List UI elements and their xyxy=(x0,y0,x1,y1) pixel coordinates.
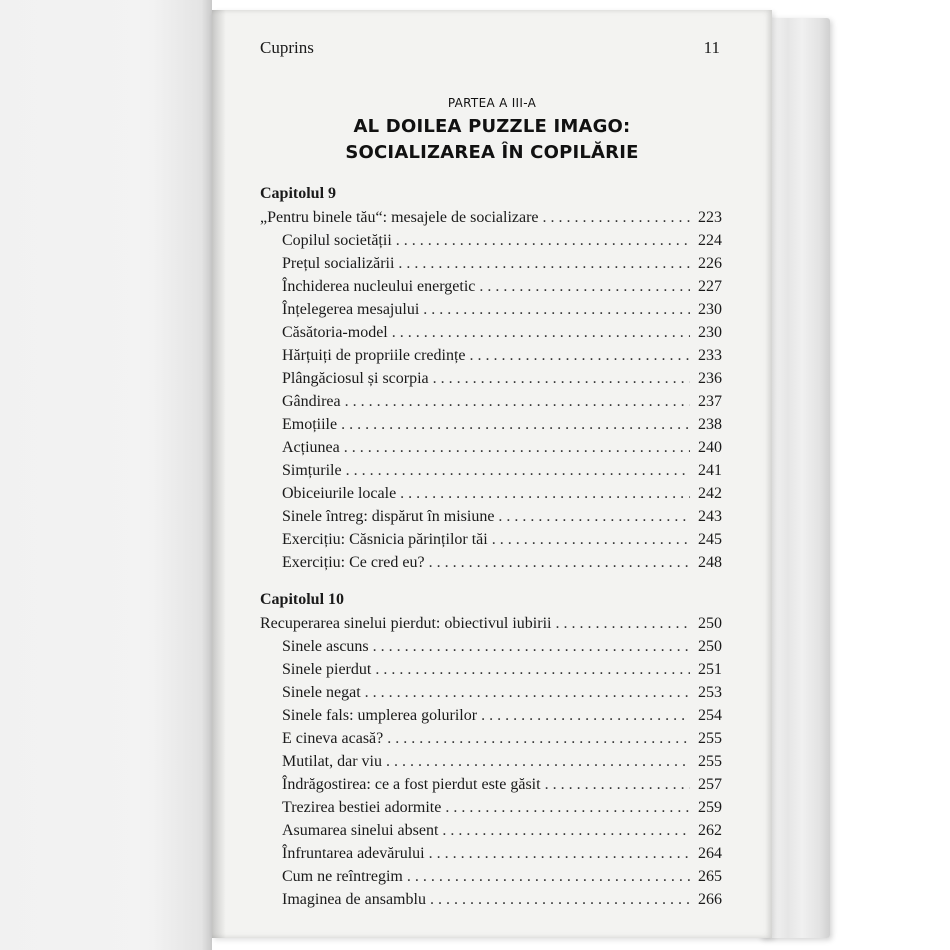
toc-entry-page-number: 245 xyxy=(698,531,722,548)
dot-leader xyxy=(433,367,690,390)
right-page xyxy=(212,10,772,938)
dot-leader xyxy=(400,482,690,505)
toc-subentry xyxy=(260,390,722,413)
dot-leader xyxy=(498,505,690,528)
toc-subentry xyxy=(260,773,722,796)
toc-subentry xyxy=(260,704,722,727)
toc-subentry xyxy=(260,482,722,505)
toc-entry-page-number: 237 xyxy=(698,393,722,410)
toc-subentry xyxy=(260,436,722,459)
toc-entry-page-number: 257 xyxy=(698,776,722,793)
toc-entry-page-number: 226 xyxy=(698,255,722,272)
dot-leader xyxy=(387,727,690,750)
toc-entry xyxy=(260,612,722,635)
toc-entry-page-number: 265 xyxy=(698,868,722,885)
toc-subentry xyxy=(260,888,722,911)
dot-leader xyxy=(543,206,690,229)
dot-leader xyxy=(373,635,690,658)
toc-entry-title: „Pentru binele tău“: mesajele de socializare xyxy=(260,209,539,226)
toc-entry-title: Asumarea sinelui absent xyxy=(282,822,439,839)
toc-entry-title: Cum ne reîntregim xyxy=(282,868,403,885)
toc-subentry xyxy=(260,750,722,773)
toc-entry-title: Acțiunea xyxy=(282,439,340,456)
toc-entry-page-number: 259 xyxy=(698,799,722,816)
toc-entry-page-number: 233 xyxy=(698,347,722,364)
toc-entry-title: Copilul societății xyxy=(282,232,392,249)
chapter-heading: Capitolul 9 xyxy=(260,185,337,202)
toc-subentry xyxy=(260,459,722,482)
toc-entry-page-number: 264 xyxy=(698,845,722,862)
toc-entry-page-number: 253 xyxy=(698,684,722,701)
toc-entry-title: Sinele ascuns xyxy=(282,638,369,655)
toc-entry-title: Exercițiu: Ce cred eu? xyxy=(282,554,425,571)
toc-entry-title: Imaginea de ansamblu xyxy=(282,891,426,908)
dot-leader xyxy=(407,865,690,888)
part-title-line-1: AL DOILEA PUZZLE IMAGO: xyxy=(353,116,631,137)
toc-subentry xyxy=(260,551,722,574)
toc-entry-page-number: 230 xyxy=(698,301,722,318)
toc-entry-page-number: 266 xyxy=(698,891,722,908)
dot-leader xyxy=(392,321,690,344)
dot-leader xyxy=(555,612,690,635)
toc-entry-title: Prețul socializării xyxy=(282,255,395,272)
dot-leader xyxy=(423,298,690,321)
dot-leader xyxy=(345,390,690,413)
toc-entry-page-number: 251 xyxy=(698,661,722,678)
toc-entry-title: Înfruntarea adevărului xyxy=(282,845,425,862)
left-page xyxy=(0,0,212,950)
toc-entry-title: Închiderea nucleului energetic xyxy=(282,278,476,295)
toc-entry-title: Obiceiurile locale xyxy=(282,485,397,502)
toc-entry-title: Recuperarea sinelui pierdut: obiectivul iubirii xyxy=(260,615,552,632)
toc-entry-title: Plângăciosul și scorpia xyxy=(282,370,429,387)
toc-entry-title: Sinele întreg: dispărut în misiune xyxy=(282,508,495,525)
toc-entry-title: Înțelegerea mesajului xyxy=(282,301,420,318)
toc-entry-page-number: 262 xyxy=(698,822,722,839)
dot-leader xyxy=(365,681,690,704)
toc-entry-title: Sinele pierdut xyxy=(282,661,372,678)
chapter-heading: Capitolul 10 xyxy=(260,591,345,608)
toc-subentry xyxy=(260,658,722,681)
toc-entry-page-number: 227 xyxy=(698,278,722,295)
dot-leader xyxy=(375,658,690,681)
toc-entry-title: E cineva acasă? xyxy=(282,730,384,747)
toc-entry-page-number: 238 xyxy=(698,416,722,433)
toc-entry-page-number: 223 xyxy=(698,209,722,226)
toc-entry-title: Emoțiile xyxy=(282,416,338,433)
toc-entry-title: Sinele negat xyxy=(282,684,361,701)
toc-entry-page-number: 250 xyxy=(698,615,722,632)
dot-leader xyxy=(341,413,690,436)
toc-entry-page-number: 243 xyxy=(698,508,722,525)
toc-subentry xyxy=(260,229,722,252)
dot-leader xyxy=(396,229,690,252)
dot-leader xyxy=(442,819,690,842)
page-number: 11 xyxy=(703,38,720,57)
toc-subentry xyxy=(260,681,722,704)
dot-leader xyxy=(445,796,690,819)
toc-subentry xyxy=(260,413,722,436)
toc-subentry xyxy=(260,865,722,888)
dot-leader xyxy=(429,551,690,574)
toc-entry-page-number: 224 xyxy=(698,232,722,249)
toc-entry-page-number: 236 xyxy=(698,370,722,387)
toc-entry-title: Căsătoria-model xyxy=(282,324,388,341)
toc-subentry xyxy=(260,275,722,298)
toc-subentry xyxy=(260,635,722,658)
dot-leader xyxy=(429,842,690,865)
toc-subentry xyxy=(260,252,722,275)
toc-entry-page-number: 255 xyxy=(698,730,722,747)
toc-subentry xyxy=(260,819,722,842)
part-label: PARTEA A III-A xyxy=(447,96,537,110)
toc-entry-title: Sinele fals: umplerea golurilor xyxy=(282,707,478,724)
toc-entry-title: Mutilat, dar viu xyxy=(282,753,382,770)
toc-entry-page-number: 248 xyxy=(698,554,722,571)
dot-leader xyxy=(545,773,690,796)
dot-leader xyxy=(481,704,690,727)
dot-leader xyxy=(492,528,690,551)
dot-leader xyxy=(386,750,690,773)
table-of-contents xyxy=(260,182,722,911)
dot-leader xyxy=(398,252,690,275)
dot-leader xyxy=(430,888,690,911)
toc-subentry xyxy=(260,321,722,344)
toc-subentry xyxy=(260,842,722,865)
toc-entry-page-number: 242 xyxy=(698,485,722,502)
toc-entry-title: Simțurile xyxy=(282,462,342,479)
toc-entry-page-number: 230 xyxy=(698,324,722,341)
toc-subentry xyxy=(260,505,722,528)
toc-subentry xyxy=(260,344,722,367)
dot-leader xyxy=(346,459,690,482)
toc-subentry xyxy=(260,727,722,750)
toc-subentry xyxy=(260,796,722,819)
part-title-line-2: SOCIALIZAREA ÎN COPILĂRIE xyxy=(345,142,639,163)
toc-subentry xyxy=(260,367,722,390)
toc-entry-title: Îndrăgostirea: ce a fost pierdut este găsit xyxy=(282,776,541,793)
toc-entry-title: Trezirea bestiei adormite xyxy=(282,799,442,816)
toc-subentry xyxy=(260,298,722,321)
toc-entry-page-number: 250 xyxy=(698,638,722,655)
toc-entry-page-number: 254 xyxy=(698,707,722,724)
chapter-gap xyxy=(260,574,722,588)
running-head: Cuprins xyxy=(260,38,314,57)
dot-leader xyxy=(344,436,690,459)
toc-entry-title: Hărțuiți de propriile credințe xyxy=(282,347,466,364)
part-heading xyxy=(212,96,772,166)
toc-entry-page-number: 255 xyxy=(698,753,722,770)
toc-entry-page-number: 241 xyxy=(698,462,722,479)
toc-entry-title: Exercițiu: Căsnicia părinților tăi xyxy=(282,531,488,548)
toc-entry-title: Gândirea xyxy=(282,393,341,410)
toc-subentry xyxy=(260,528,722,551)
toc-entry-page-number: 240 xyxy=(698,439,722,456)
dot-leader xyxy=(469,344,690,367)
toc-entry xyxy=(260,206,722,229)
dot-leader xyxy=(479,275,690,298)
